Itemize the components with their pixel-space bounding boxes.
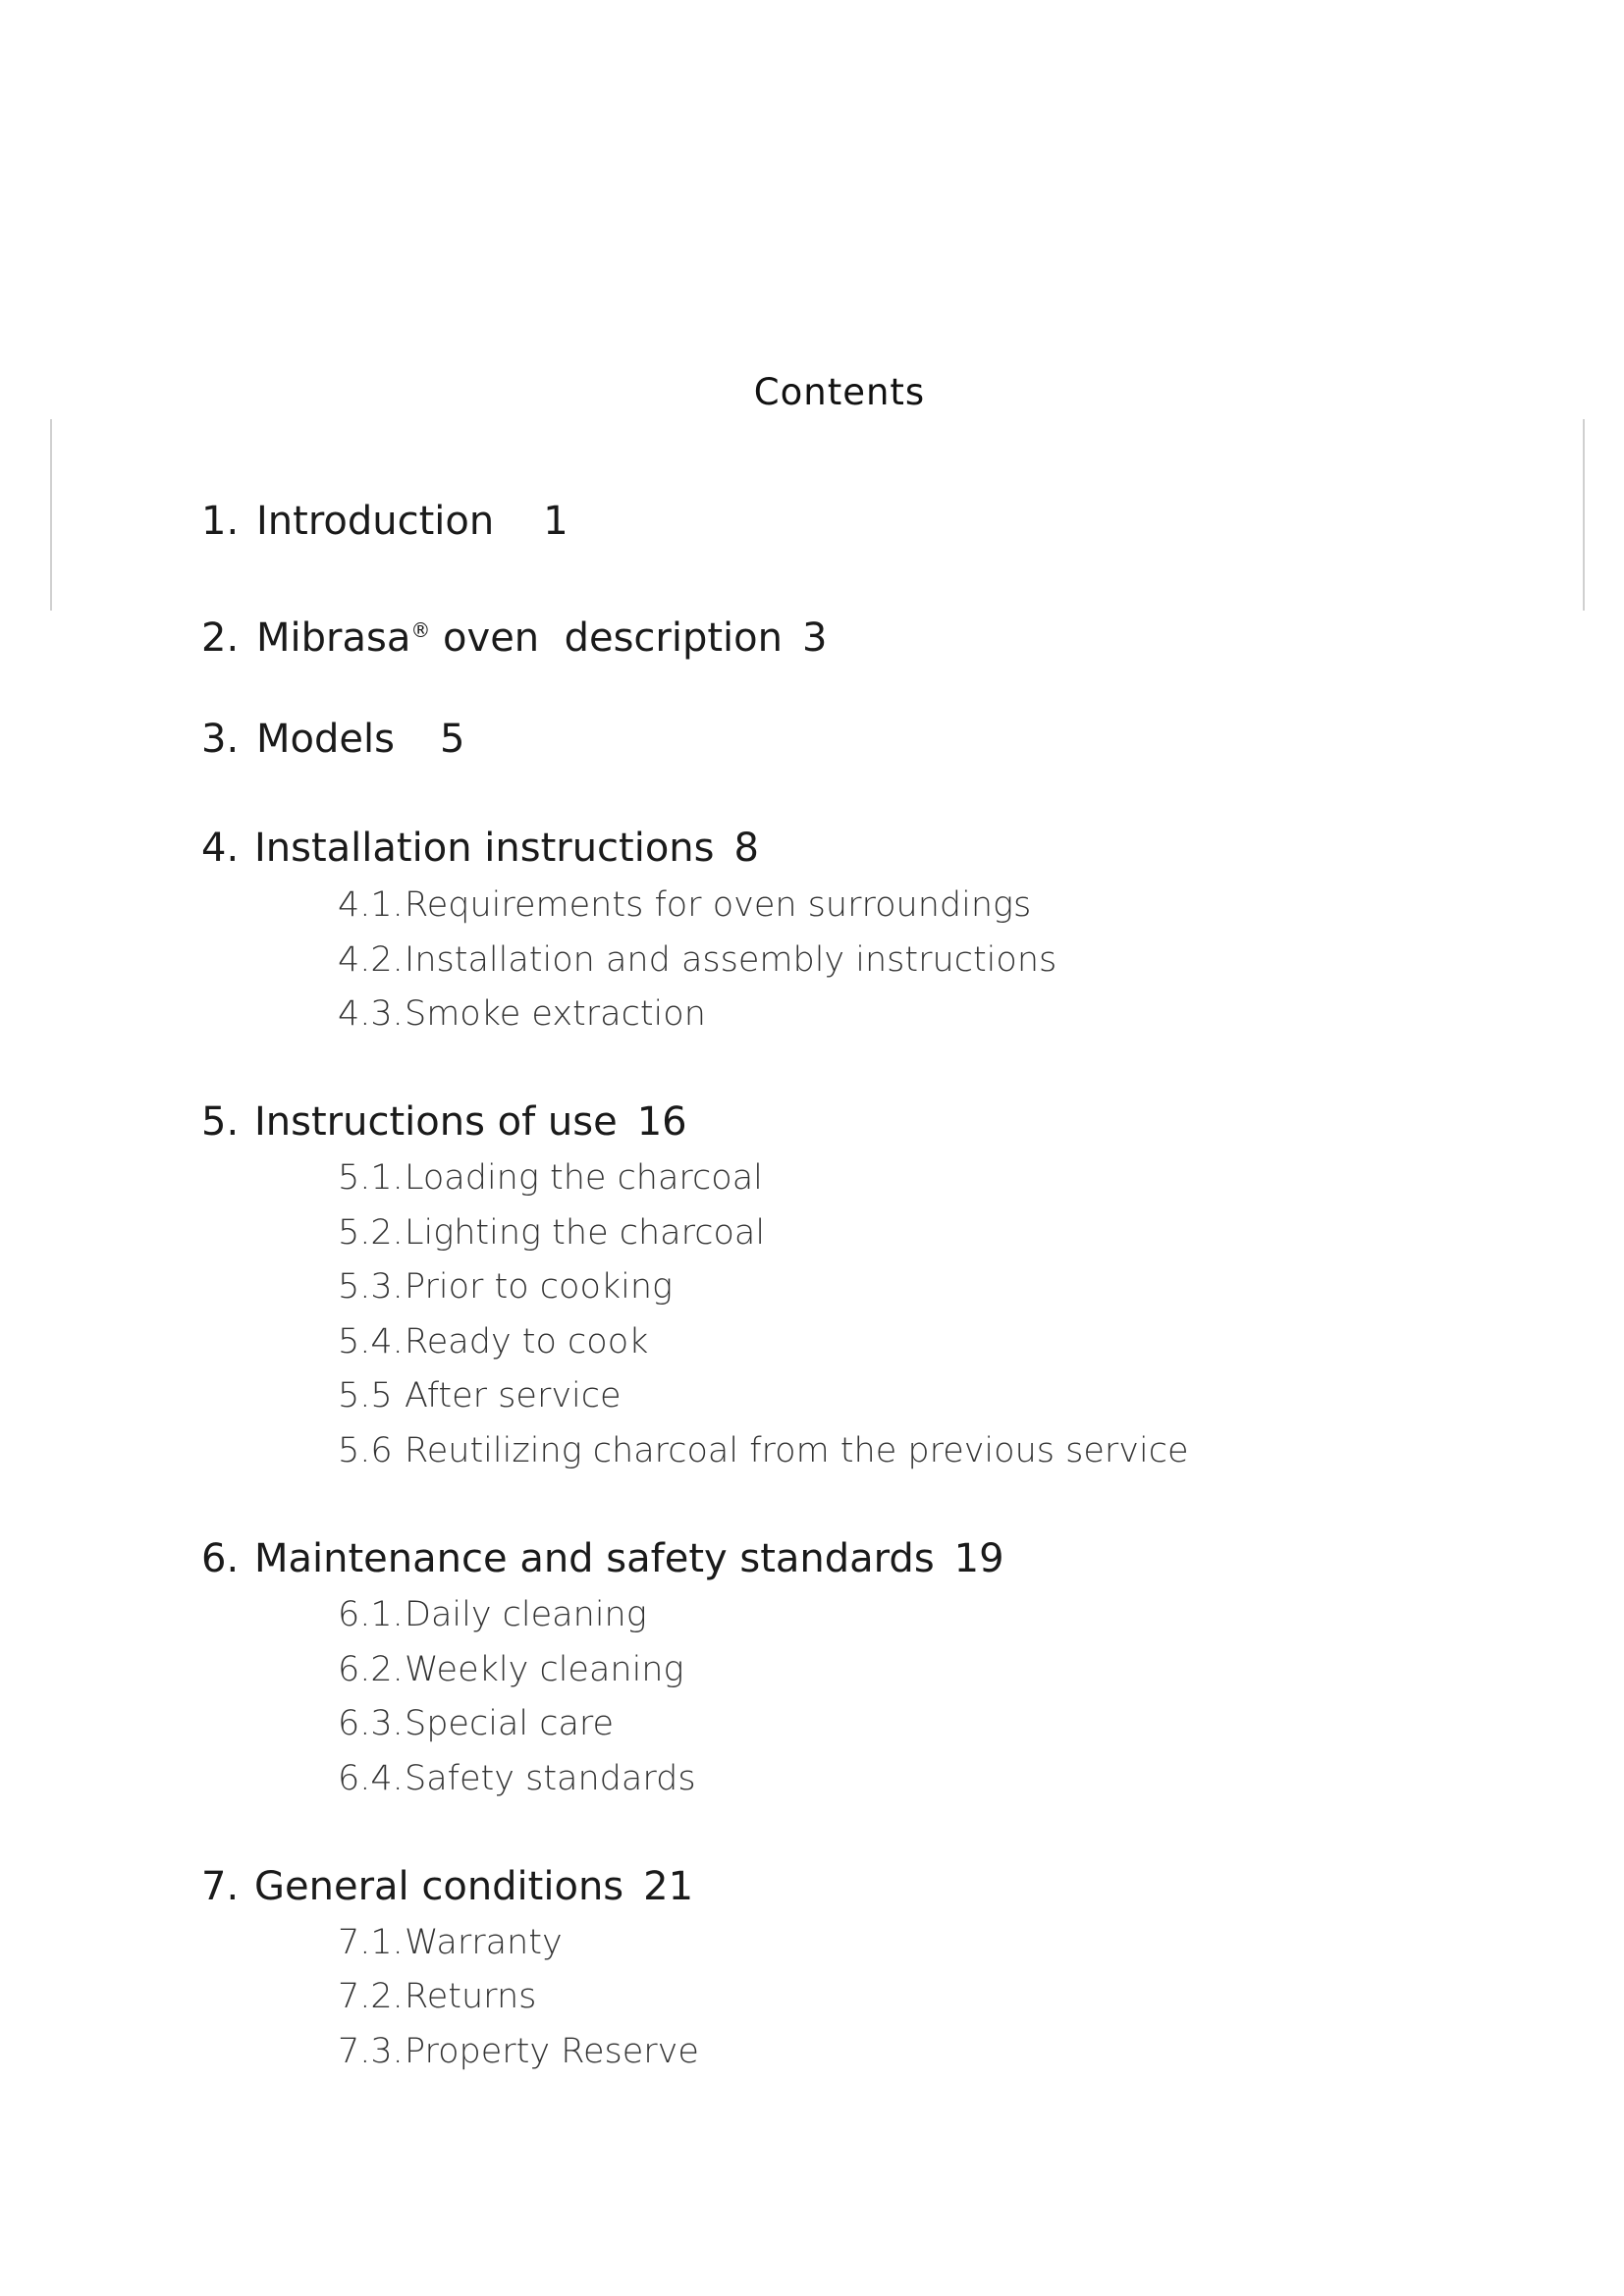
toc-entry-number: 3. [201,717,240,762]
toc-subentry-label: Warranty [405,1923,563,1962]
toc-entry-general-conditions[interactable] [201,1863,693,1910]
toc-entry-oven-description[interactable] [201,607,827,662]
toc-subentry[interactable] [338,1593,647,1636]
toc-subentry[interactable] [338,1156,763,1200]
registered-mark: ® [410,618,431,642]
toc-entry-page: 8 [733,826,759,871]
toc-subentry-label: Loading the charcoal [405,1158,763,1198]
toc-entry-label-rest: oven description [430,615,783,661]
toc-entry-number: 5. [201,1099,240,1145]
toc-entry-number: 7. [201,1864,240,1909]
toc-entry-label: General conditions [254,1864,624,1909]
toc-subentry-label: Safety standards [405,1759,696,1798]
toc-subentry-number: 6.3. [338,1704,404,1743]
toc-entry-page: 16 [636,1099,687,1145]
toc-entry-page: 19 [953,1536,1004,1581]
toc-subentry[interactable] [338,992,706,1036]
toc-subentry-number: 7.3. [338,2032,404,2071]
toc-entry-label: Introduction [256,499,495,544]
toc-subentry-number: 4.3. [338,994,404,1034]
toc-entry-number: 1. [201,499,240,544]
toc-subentry-number: 6.1. [338,1595,404,1634]
toc-entry-label: Models [256,717,395,762]
toc-subentry[interactable] [338,1921,563,1964]
toc-subentry[interactable] [338,883,1031,927]
toc-subentry-number: 6.4. [338,1759,404,1798]
toc-subentry-number: 5.6 [338,1431,393,1470]
toc-subentry-label: Reutilizing charcoal from the previous service [405,1431,1189,1470]
toc-subentry-label: After service [405,1376,622,1415]
toc-entry-number: 2. [201,615,240,661]
toc-subentry-label: Weekly cleaning [405,1650,684,1689]
toc-subentry[interactable] [338,1211,765,1255]
toc-subentry[interactable] [338,1429,1189,1472]
toc-entry-introduction[interactable] [201,498,568,545]
toc-entry-page: 3 [801,615,828,661]
toc-subentry-number: 5.5 [338,1376,393,1415]
toc-subentry-number: 6.2. [338,1650,404,1689]
toc-subentry-label: Smoke extraction [405,994,706,1034]
toc-subentry[interactable] [338,1757,696,1800]
toc-subentry[interactable] [338,938,1056,982]
toc-entry-models[interactable] [201,716,464,763]
toc-subentry-label: Requirements for oven surroundings [405,885,1032,925]
toc-subentry-number: 5.1. [338,1158,404,1198]
toc-subentry[interactable] [338,1648,684,1691]
toc-subentry-label: Daily cleaning [405,1595,647,1634]
toc-subentry-number: 5.2. [338,1213,404,1253]
toc-subentry-number: 7.2. [338,1977,404,2016]
toc-entry-maintenance[interactable] [201,1535,1004,1582]
toc-entry-instructions-of-use[interactable] [201,1098,687,1146]
toc-subentry[interactable] [338,1265,673,1308]
toc-subentry-label: Returns [405,1977,537,2016]
toc-subentry[interactable] [338,1702,614,1745]
toc-entry-label: Instructions of use [254,1099,618,1145]
toc-subentry-number: 5.3. [338,1267,404,1307]
toc-subentry-label: Property Reserve [405,2032,699,2071]
toc-subentry-label: Ready to cook [405,1322,649,1362]
toc-entry-page: 21 [643,1864,694,1909]
page-title: Contents [753,371,926,413]
toc-subentry-number: 4.2. [338,940,404,980]
toc-subentry-number: 5.4. [338,1322,404,1362]
toc-subentry-label: Installation and assembly instructions [405,940,1057,980]
toc-subentry[interactable] [338,1320,648,1363]
toc-entry-installation[interactable] [201,825,759,872]
toc-subentry-number: 4.1. [338,885,404,925]
toc-entry-label: Mibrasa [256,615,411,661]
toc-subentry[interactable] [338,1975,536,2018]
toc-subentry[interactable] [338,1374,622,1417]
toc-entry-number: 4. [201,826,240,871]
toc-subentry-number: 7.1. [338,1923,404,1962]
toc-entry-page: 1 [543,499,568,544]
toc-subentry-label: Prior to cooking [405,1267,674,1307]
toc-subentry[interactable] [338,2030,699,2073]
toc-entry-number: 6. [201,1536,240,1581]
toc-subentry-label: Special care [405,1704,615,1743]
toc-subentry-label: Lighting the charcoal [405,1213,766,1253]
toc-entry-label: Installation instructions [254,826,715,871]
toc-entry-label: Maintenance and safety standards [254,1536,935,1581]
toc-entry-page: 5 [439,717,465,762]
